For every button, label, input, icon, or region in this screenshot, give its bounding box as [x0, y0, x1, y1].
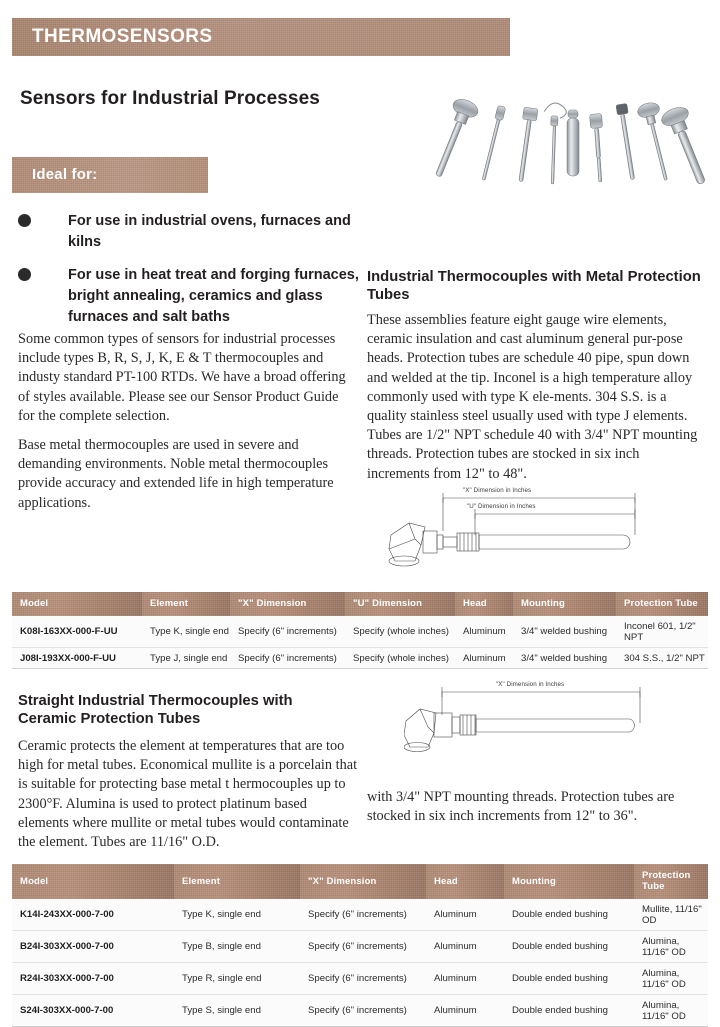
- column-header-mounting: Mounting: [513, 592, 616, 616]
- cell-protection-tube: Alumina, 11/16" OD: [634, 931, 708, 963]
- table-row: [12, 648, 708, 669]
- cell-head: Aluminum: [455, 648, 513, 669]
- section2-body-left: [18, 737, 358, 852]
- table-row: [12, 616, 708, 648]
- column-header-model: Model: [12, 864, 174, 899]
- cell-mounting: 3/4" welded bushing: [513, 648, 616, 669]
- cell-model: K14I-243XX-000-7-00: [12, 899, 174, 931]
- ceramic-protection-tube-table: [12, 864, 708, 1027]
- section2-body-right: [367, 788, 697, 826]
- cell-head: Aluminum: [426, 995, 504, 1027]
- thermocouple-probes-photo: [424, 92, 706, 196]
- cell-model: K08I-163XX-000-F-UU: [12, 616, 142, 648]
- table-row: [12, 931, 708, 963]
- cell-u-dimension: Specify (whole inches): [345, 616, 455, 648]
- cell-mounting: Double ended bushing: [504, 995, 634, 1027]
- left-paragraph-2: Base metal thermocouples are used in severe and demanding environments. Noble metal thermocouples provide accuracy and extended life in high temperature applications.: [18, 437, 334, 511]
- cell-u-dimension: Specify (whole inches): [345, 648, 455, 669]
- cell-head: Aluminum: [455, 616, 513, 648]
- cell-protection-tube: Alumina, 11/16" OD: [634, 995, 708, 1027]
- bullet-text: For use in industrial ovens, furnaces and kilns: [68, 213, 351, 250]
- table-header-row: [12, 592, 708, 616]
- x-dimension-label: "X" Dimension in Inches: [463, 487, 532, 494]
- left-paragraph-1: Some common types of sensors for industrial processes include types B, R, S, J, K, E & T thermocouples and industy standard PT-100 RTDs. We have a broad offering of styles available. Please see our Sensor Product Guide for the complete selection.: [18, 331, 346, 424]
- section2-heading: Straight Industrial Thermocouples with Ceramic Protection Tubes: [18, 693, 293, 727]
- cell-x-dimension: Specify (6" increments): [300, 931, 426, 963]
- cell-element: Type K, single end: [174, 899, 300, 931]
- cell-model: S24I-303XX-000-7-00: [12, 995, 174, 1027]
- banner-title: THERMOSENSORS: [32, 26, 213, 47]
- cell-head: Aluminum: [426, 963, 504, 995]
- x-dimension-label: "X" Dimension in Inches: [496, 681, 565, 688]
- cell-head: Aluminum: [426, 899, 504, 931]
- column-header-protection-tube: Protection Tube: [616, 592, 708, 616]
- cell-x-dimension: Specify (6" increments): [300, 899, 426, 931]
- page-title: Sensors for Industrial Processes: [20, 88, 320, 109]
- u-dimension-label: "U" Dimension in Inches: [467, 503, 536, 510]
- column-header-head: Head: [455, 592, 513, 616]
- table-header-row: [12, 864, 708, 899]
- cell-x-dimension: Specify (6" increments): [230, 616, 345, 648]
- metal-tube-assembly-diagram: [385, 487, 705, 569]
- bullet-dot-icon: [18, 214, 31, 227]
- list-item: [18, 211, 363, 253]
- cell-protection-tube: 304 S.S., 1/2" NPT: [616, 648, 708, 669]
- table-row: [12, 899, 708, 931]
- list-item: [18, 265, 363, 328]
- column-header-u-dimension: "U" Dimension: [345, 592, 455, 616]
- ceramic-tube-assembly-diagram: [404, 681, 704, 753]
- cell-model: B24I-303XX-000-7-00: [12, 931, 174, 963]
- bullet-dot-icon: [18, 268, 31, 281]
- column-header-element: Element: [174, 864, 300, 899]
- section1-heading: Industrial Thermocouples with Metal Protection Tubes: [367, 269, 701, 303]
- section-metal-protection-tubes: [367, 268, 701, 484]
- cell-mounting: Double ended bushing: [504, 963, 634, 995]
- cell-protection-tube: Inconel 601, 1/2" NPT: [616, 616, 708, 648]
- left-body-copy: [18, 330, 354, 523]
- cell-protection-tube: Alumina, 11/16" OD: [634, 963, 708, 995]
- ideal-for-label: Ideal for:: [32, 166, 98, 183]
- column-header-x-dimension: "X" Dimension: [300, 864, 426, 899]
- cell-x-dimension: Specify (6" increments): [300, 963, 426, 995]
- cell-head: Aluminum: [426, 931, 504, 963]
- ideal-for-bullet-list: [18, 211, 363, 340]
- column-header-head: Head: [426, 864, 504, 899]
- cell-x-dimension: Specify (6" increments): [300, 995, 426, 1027]
- cell-mounting: Double ended bushing: [504, 899, 634, 931]
- cell-mounting: 3/4" welded bushing: [513, 616, 616, 648]
- section2-left-paragraph: Ceramic protects the element at temperatures that are too high for metal tubes. Economical mullite is a porcelain that is suitable for protecting base metal t hermocouples up to 2300°F. Alumina is used to protect platinum based elements where mullite or metal tubes would contaminate the element. Tubes are 11/16" O.D.: [18, 738, 358, 851]
- column-header-protection-tube: Protection Tube: [634, 864, 708, 899]
- cell-element: Type B, single end: [174, 931, 300, 963]
- section1-body: These assemblies feature eight gauge wire elements, ceramic insulation and cast aluminum general pur-pose heads. Protection tubes are schedule 40 pipe, spun down and welded at the tip. Inconel is a high temperature alloy commonly used with type K ele-ments. 304 S.S. is a quality stainless steel usually used with type J elements. Tubes are 1/2" NPT schedule 40 with 3/4" NPT mounting threads. Protection tubes are stocked in six inch increments from 12" to 48".: [367, 312, 698, 482]
- cell-protection-tube: Mullite, 11/16" OD: [634, 899, 708, 931]
- column-header-element: Element: [142, 592, 230, 616]
- cell-element: Type S, single end: [174, 995, 300, 1027]
- section2-right-paragraph: with 3/4" NPT mounting threads. Protection tubes are stocked in six inch increments from 12" to 36".: [367, 789, 675, 825]
- ideal-for-box: [12, 157, 208, 193]
- cell-mounting: Double ended bushing: [504, 931, 634, 963]
- cell-element: Type J, single end: [142, 648, 230, 669]
- cell-model: J08I-193XX-000-F-UU: [12, 648, 142, 669]
- table-row: [12, 995, 708, 1027]
- bullet-text: For use in heat treat and forging furnaces, bright annealing, ceramics and glass furnaces and salt baths: [68, 267, 359, 325]
- column-header-x-dimension: "X" Dimension: [230, 592, 345, 616]
- column-header-model: Model: [12, 592, 142, 616]
- table-row: [12, 963, 708, 995]
- cell-model: R24I-303XX-000-7-00: [12, 963, 174, 995]
- thermosensors-banner: [12, 18, 510, 56]
- cell-x-dimension: Specify (6" increments): [230, 648, 345, 669]
- cell-element: Type R, single end: [174, 963, 300, 995]
- cell-element: Type K, single end: [142, 616, 230, 648]
- metal-protection-tube-table: [12, 592, 708, 669]
- column-header-mounting: Mounting: [504, 864, 634, 899]
